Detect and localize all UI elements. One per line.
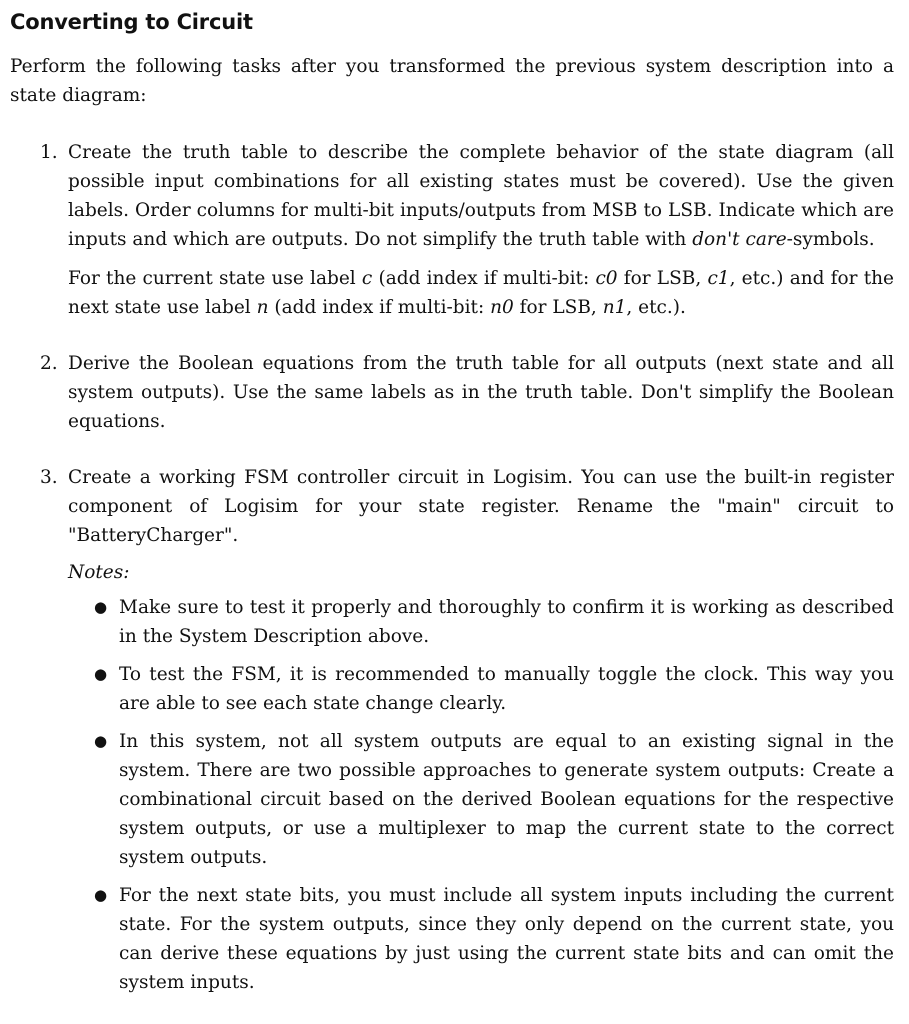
section-heading: Converting to Circuit (10, 10, 253, 34)
note-item (68, 660, 894, 718)
note-text: To test the FSM, it is recommended to manually toggle the clock. This way you are able to see each state change clearly. (119, 664, 894, 714)
task-3-paragraph: Create a working FSM controller circuit in Logisim. You can use the built-in register component of Logisim for your state register. Rename the "main" circuit to "BatteryCharger". (68, 467, 894, 546)
task-item-1 (10, 138, 894, 322)
bullet-icon: ● (94, 732, 108, 750)
task-1-paragraph: Create the truth table to describe the complete behavior of the state diagram (all possible input combinations for all existing states must be covered). Use the given labels. Order columns for multi-bit inputs/outputs from MSB to LSB. Indicate which are inputs and which are outputs. Do not simplify the truth table with don't care-symbols. (68, 142, 894, 250)
notes-list (68, 593, 894, 997)
notes-label: Notes: (68, 562, 130, 583)
note-item (68, 881, 894, 997)
intro-paragraph: Perform the following tasks after you transformed the previous system description into a state diagram: (10, 56, 894, 106)
task-number: 3. (40, 467, 58, 488)
task-number: 1. (40, 142, 58, 163)
note-item (68, 727, 894, 872)
note-text: In this system, not all system outputs are equal to an existing signal in the system. There are two possible approaches to generate system outputs: Create a combinational circuit based on the derived Boolean equations for the respective system outputs, or use a multiplexer to map the current state to the correct system outputs. (119, 731, 894, 868)
note-text: For the next state bits, you must include all system inputs including the current state. For the system outputs, since they only depend on the current state, you can derive these equations by just using the current state bits and can omit the system inputs. (119, 885, 894, 993)
task-number: 2. (40, 353, 58, 374)
note-text: Make sure to test it properly and thoroughly to confirm it is working as described in the System Description above. (119, 597, 894, 647)
bullet-icon: ● (94, 886, 108, 904)
task-1-labels-paragraph: For the current state use label c (add index if multi-bit: c0 for LSB, c1, etc.) and for the next state use label n (add index if multi-bit: n0 for LSB, n1, etc.). (68, 268, 895, 318)
document-page (10, 0, 894, 1024)
task-item-3 (10, 463, 894, 997)
emphasis-dont-care: don't care (692, 229, 787, 250)
note-item (68, 593, 894, 651)
bullet-icon: ● (94, 598, 108, 616)
task-2-paragraph: Derive the Boolean equations from the truth table for all outputs (next state and all system outputs). Use the same labels as in the truth table. Don't simplify the Boolean equations. (68, 353, 894, 432)
task-item-2 (10, 349, 894, 436)
task-list (10, 138, 894, 997)
bullet-icon: ● (94, 665, 108, 683)
